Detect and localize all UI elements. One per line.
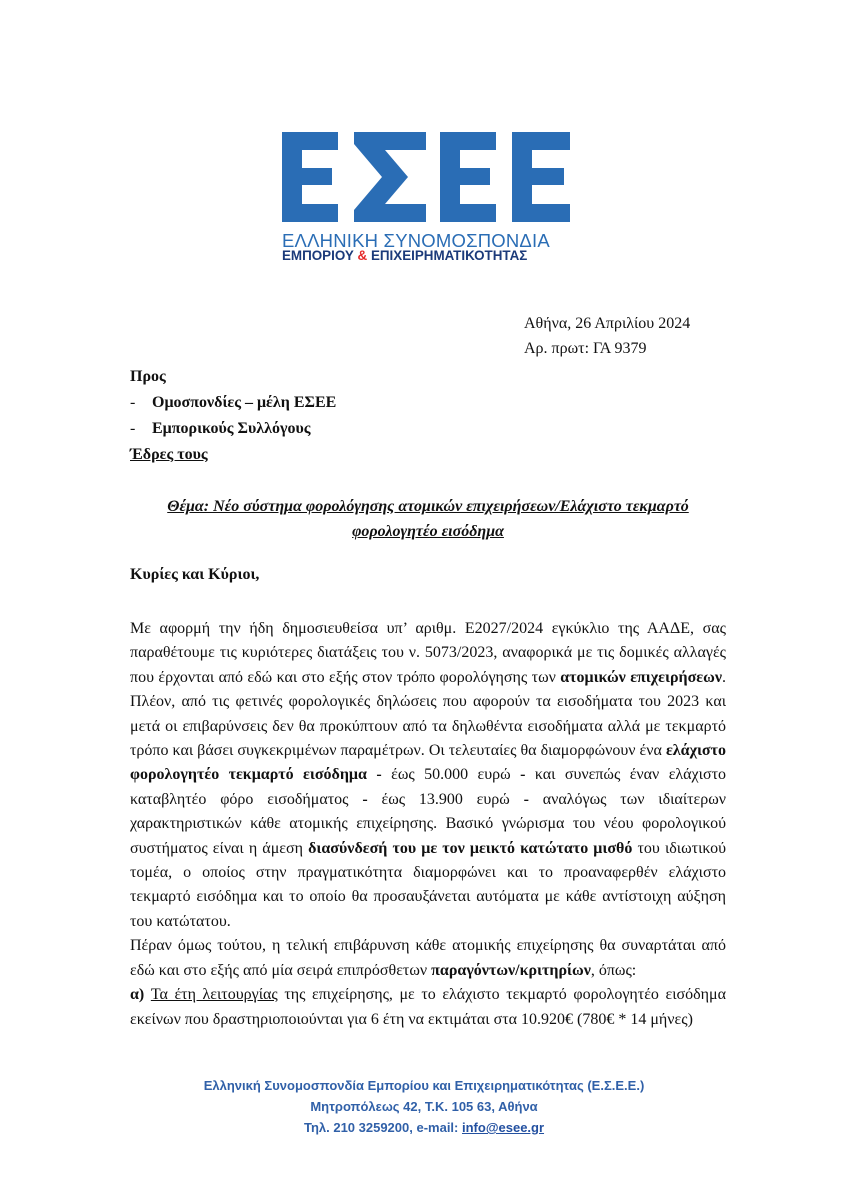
subject-line-2: φορολογητέο εισόδημα xyxy=(352,523,504,540)
recipient-item: - Εμπορικούς Συλλόγους xyxy=(130,420,311,437)
letter-body xyxy=(130,617,726,1032)
footer-phone: Τηλ. 210 3259200, e-mail: xyxy=(303,1120,462,1135)
body-text: Με αφορμή την ήδη δημοσιευθείσα υπ’ αριθμ. Ε2027/2024 εγκύκλιο της ΑΑΔΕ, σας παραθέτουμε τις κυριότερες διατάξεις του ν. 5073/2023, αναφορικά με τις δομικές αλλαγές που έρχονται από εδώ και στο εξής στον τρόπο φορολόγησης των xyxy=(130,620,726,686)
recipient-federations: Ομοσπονδίες – μέλη ΕΣΕΕ xyxy=(152,394,337,411)
logo-subtitle-part2: ΕΠΙΧΕΙΡΗΜΑΤΙΚΟΤΗΤΑΣ xyxy=(370,248,528,263)
body-text: Πέραν όμως τούτου, η τελική επιβάρυνση κάθε ατομικής επιχείρησης θα συναρτάται από εδώ και στο εξής από μία σειρά επιπρόσθετων xyxy=(130,937,726,979)
recipients-label: Προς xyxy=(130,368,166,385)
list-marker: α) xyxy=(130,986,151,1004)
body-text: , όπως: xyxy=(590,961,637,979)
protocol-number: Αρ. πρωτ: ΓΑ 9379 xyxy=(524,340,647,357)
body-emphasis: ελάχιστο φορολογητέο τεκμαρτό εισόδημα - xyxy=(130,742,726,784)
body-text: αναλόγως των ιδιαίτερων χαρακτηριστικών κάθε ατομικής επιχείρησης. Βασικό γνώρισμα του νέου φορολογικού συστήματος είναι η άμεση xyxy=(130,790,727,857)
body-emphasis: ατομικών επιχειρήσεων xyxy=(560,668,722,686)
body-emphasis: παραγόντων/κριτηρίων xyxy=(431,961,591,979)
body-text: του ιδιωτικού τομέα, ο οποίος στην πραγματικότητα διαμορφώνει και το προαναφερθέν ελάχιστο τεκμαρτό εισόδημα και το οποίο θα προσαυξάνεται αυτόματα με κάθε αντίστοιχη αύξηση του κατώτατου. xyxy=(130,839,727,930)
footer-email-link[interactable]: info@esee.gr xyxy=(462,1120,545,1135)
body-emphasis: - xyxy=(362,790,382,808)
body-text: και συνεπώς έναν ελάχιστο καταβλητέο φόρο εισοδήματος xyxy=(130,766,727,808)
logo-subtitle-part1: ΕΜΠΟΡΙΟΥ xyxy=(282,248,354,263)
esee-logo xyxy=(282,132,574,263)
body-emphasis: διασύνδεσή του με τον μεικτό κατώτατο μισθό xyxy=(308,839,633,857)
greeting: Κυρίες και Κύριοι, xyxy=(130,566,260,583)
logo-federation-name: ΕΛΛΗΝΙΚΗ ΣΥΝΟΜΟΣΠΟΝΔΙΑ xyxy=(282,230,550,251)
body-text: της επιχείρησης, με το ελάχιστο τεκμαρτό φορολογητέο εισόδημα εκείνων που δραστηριοποιούνται για 6 έτη να εκτιμάται στα 10.920€ (780€ * 14 μήνες) xyxy=(130,986,727,1028)
letter-footer xyxy=(0,1075,848,1138)
letter-subject xyxy=(130,494,726,544)
footer-address: Μητροπόλεως 42, Τ.Κ. 105 63, Αθήνα xyxy=(310,1099,538,1114)
date-block xyxy=(524,311,690,361)
recipient-associations: Εμπορικούς Συλλόγους xyxy=(152,420,311,437)
footer-org-name: Ελληνική Συνομοσπονδία Εμπορίου και Επιχειρηματικότητας (Ε.Σ.Ε.Ε.) xyxy=(203,1078,645,1093)
body-text: . Πλέον, από τις φετινές φορολογικές δηλώσεις που αφορούν τα εισοδήματα του 2023 και μετά οι επιβαρύνσεις δεν θα προκύπτουν από τα δηλωθέντα εισοδήματα αλλά με τεκμαρτό τρόπο και βάσει συγκεκριμένων παραμέτρων. Οι τελευταίες θα διαμορφώνουν ένα xyxy=(130,668,726,760)
letter-date: Αθήνα, 26 Απριλίου 2024 xyxy=(524,315,691,332)
subject-line-1: Θέμα: Νέο σύστημα φορολόγησης ατομικών επιχειρήσεων/Ελάχιστο τεκμαρτό xyxy=(167,498,689,515)
body-paragraph-2 xyxy=(130,934,726,983)
body-text: έως 13.900 ευρώ xyxy=(381,790,524,808)
body-emphasis: - xyxy=(520,766,535,784)
body-emphasis: - xyxy=(523,790,543,808)
body-text: έως 50.000 ευρώ xyxy=(391,766,521,784)
body-paragraph-3 xyxy=(130,983,726,1032)
recipients-block xyxy=(130,364,336,468)
recipients-seats: Έδρες τους xyxy=(130,446,208,463)
logo-federation-subtitle xyxy=(282,249,572,263)
footer-contact xyxy=(0,1117,848,1138)
body-paragraph-1 xyxy=(130,617,726,934)
logo-ampersand: & xyxy=(357,248,368,263)
esee-logo-mark-icon xyxy=(282,132,570,222)
recipient-item: - Ομοσπονδίες – μέλη ΕΣΕΕ xyxy=(130,394,337,411)
body-underline: Τα έτη λειτουργίας xyxy=(150,986,278,1004)
